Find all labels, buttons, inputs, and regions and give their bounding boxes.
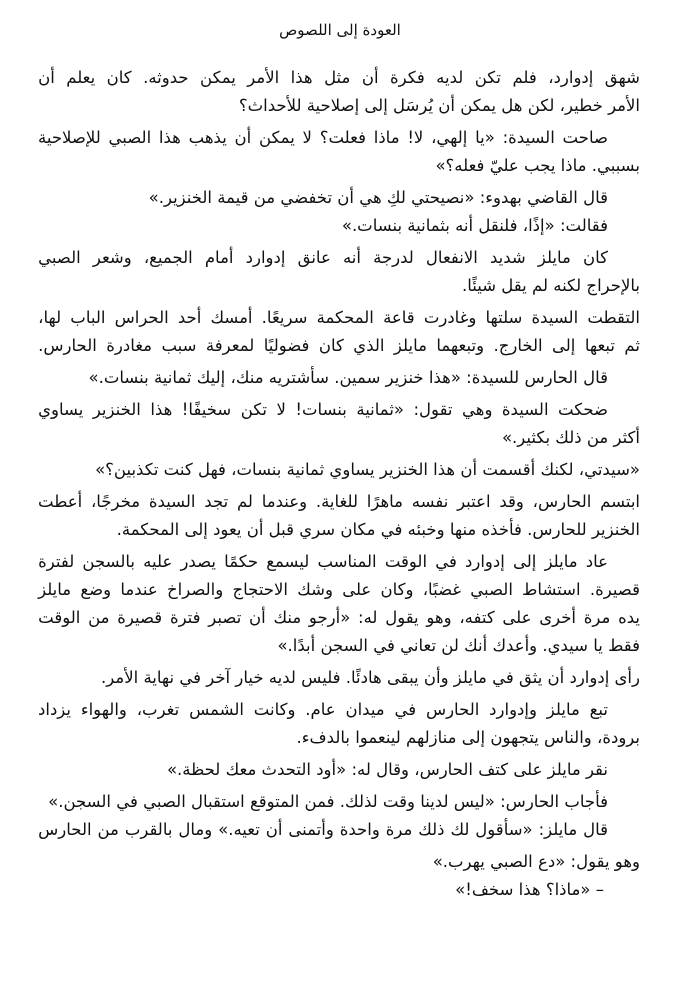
text-line: – «ماذا؟ هذا سخف!» — [455, 880, 604, 899]
text-line: شهق إدوارد، فلم تكن لديه فكرة أن مثل هذا الأمر يمكن حدوثه. كان يعلم أن — [38, 68, 640, 87]
text-line: تبع مايلز وإدوارد الحارس في ميدان عام. وكانت الشمس تغرب، والهواء يزداد — [38, 700, 608, 719]
text-line: كان مايلز شديد الانفعال لدرجة أنه عانق إدوارد أمام الجميع، وشعر الصبي — [38, 248, 608, 267]
text-line: الأمر خطير، لكن هل يمكن أن يُرسَل إلى إصلاحية للأحداث؟ — [238, 96, 640, 115]
text-line: قال الحارس للسيدة: «هذا خنزير سمين. سأشتريه منك، إليك ثمانية بنسات.» — [88, 368, 608, 387]
text-line: عاد مايلز إلى إدوارد في الوقت المناسب ليسمع حكمًا يصدر عليه بالسجن لفترة — [38, 552, 608, 571]
text-line: بالإحراج لكنه لم يقل شيئًا. — [461, 276, 640, 295]
text-line: ضحكت السيدة وهي تقول: «ثمانية بنسات! لا تكن سخيفًا! هذا الخنزير يساوي — [38, 400, 608, 419]
text-line: قال مايلز: «سأقول لك ذلك مرة واحدة وأتمنى أن تعيه.» ومال بالقرب من الحارس — [38, 820, 608, 839]
text-line: التقطت السيدة سلتها وغادرت قاعة المحكمة سريعًا. أمسك أحد الحراس الباب لها، — [38, 308, 640, 327]
text-line: وهو يقول: «دع الصبي يهرب.» — [432, 852, 640, 871]
text-line: رأى إدوارد أن يثق في مايلز وأن يبقى هادئًا. فليس لديه خيار آخر في نهاية الأمر. — [101, 668, 640, 687]
text-line: بسببي. ماذا يجب عليّ فعله؟» — [435, 156, 640, 175]
text-line: نقر مايلز على كتف الحارس، وقال له: «أود التحدث معك لحظة.» — [166, 760, 608, 779]
text-line: فأجاب الحارس: «ليس لدينا وقت لذلك. فمن المتوقع استقبال الصبي في السجن.» — [48, 792, 608, 811]
text-line: قال القاضي بهدوء: «نصيحتي لكِ هي أن تخفضي من قيمة الخنزير.» — [148, 188, 608, 207]
text-line: الخنزير للحارس. فأخذه منها وخبئه في مكان سري قبل أن يعود إلى المحكمة. — [116, 520, 640, 539]
running-header: العودة إلى اللصوص — [279, 21, 401, 39]
text-line: يده مرة أخرى على كتفه، وهو يقول له: «أرجو منك أن تصبر فترة قصيرة من الوقت — [38, 608, 640, 627]
body-text — [0, 64, 680, 904]
text-line: ثم تبعها إلى الخارج. وتبعهما مايلز الذي كان فضوليًا لمعرفة سبب مغادرة الحارس. — [38, 336, 640, 355]
text-line: فقالت: «إذًا، فلنقل أنه بثمانية بنسات.» — [341, 216, 608, 235]
text-line: قصيرة. استشاط الصبي غضبًا، وكان على وشك الاحتجاج والصراخ عندما وضع مايلز — [38, 580, 640, 599]
text-line: برودة، والناس يتجهون إلى منازلهم لينعموا بالدفء. — [296, 728, 640, 747]
text-line: ابتسم الحارس، وقد اعتبر نفسه ماهرًا للغاية. وعندما لم تجد السيدة مخرجًا، أعطت — [38, 492, 640, 511]
text-line: أكثر من ذلك بكثير.» — [501, 428, 640, 447]
text-line: صاحت السيدة: «يا إلهي، لا! ماذا فعلت؟ لا يمكن أن يذهب هذا الصبي للإصلاحية — [38, 128, 608, 147]
text-line: فقط يا سيدي. وأعدك أنك لن تعاني في السجن أبدًا.» — [277, 636, 640, 655]
text-line: «سيدتي، لكنك أقسمت أن هذا الخنزير يساوي ثمانية بنسات، فهل كنت تكذبين؟» — [95, 460, 640, 479]
